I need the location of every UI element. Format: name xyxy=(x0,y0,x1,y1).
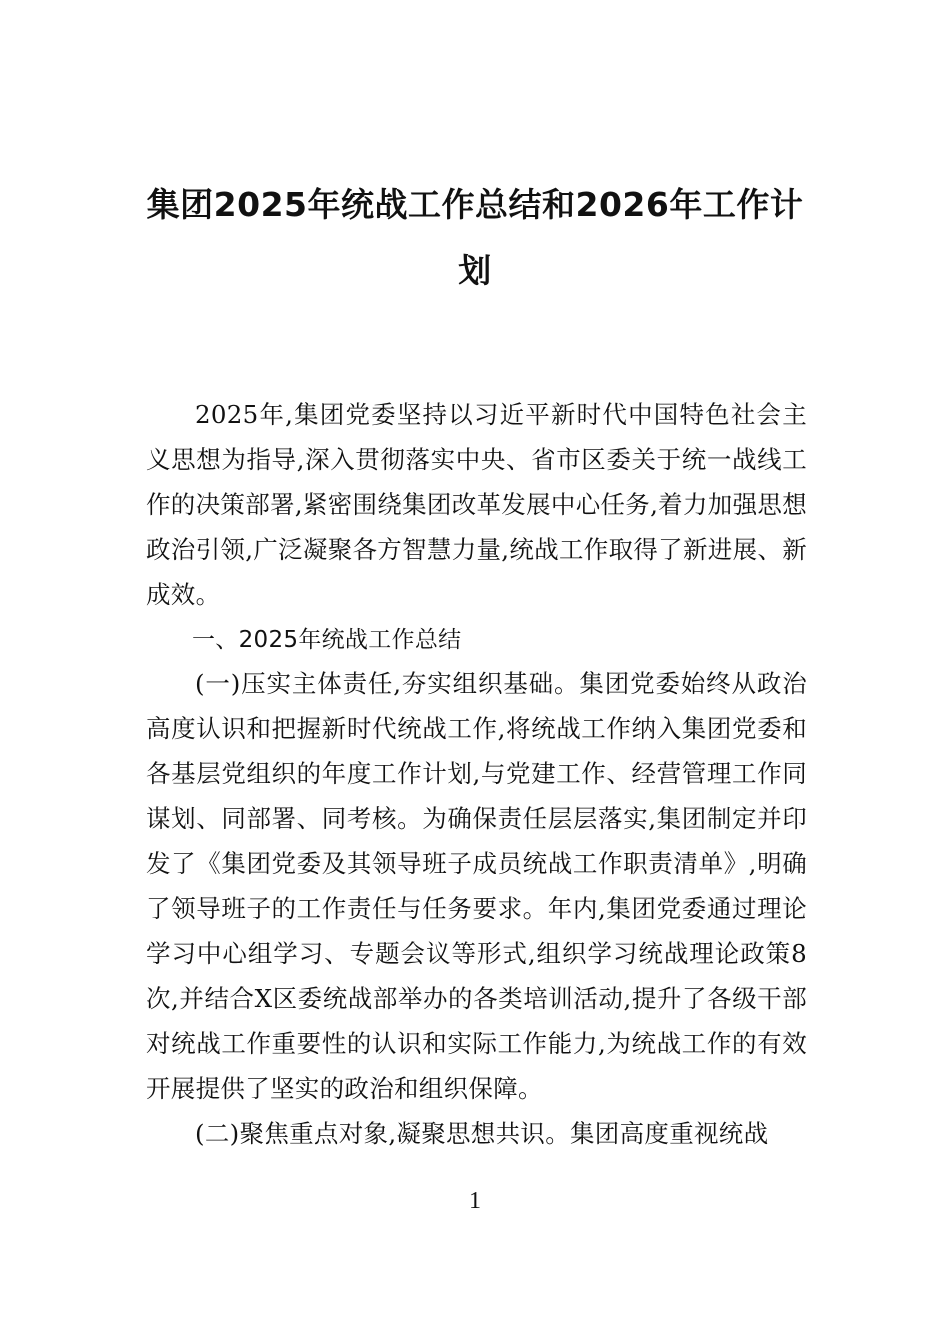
paragraph-key-targets: (二)聚焦重点对象,凝聚思想共识。集团高度重视统战 xyxy=(195,1118,769,1148)
section-heading-1: 一、2025年统战工作总结 xyxy=(192,626,462,653)
paragraph-intro: 2025年,集团党委坚持以习近平新时代中国特色社会主义思想为指导,深入贯彻落实中央、省市区委关于统一战线工作的决策部署,紧密围绕集团改革发展中心任务,着力加强思想政治引领,广泛凝聚各方智慧力量,统战工作取得了新进展、新成效。 xyxy=(146,400,807,609)
paragraph-responsibility: (一)压实主体责任,夯实组织基础。集团党委始终从政治高度认识和把握新时代统战工作,将统战工作纳入集团党委和各基层党组织的年度工作计划,与党建工作、经营管理工作同谋划、同部署、同考核。为确保责任层层落实,集团制定并印发了《集团党委及其领导班子成员统战工作职责清单》,明确了领导班子的工作责任与任务要求。年内,集团党委通过理论学习中心组学习、专题会议等形式,组织学习统战理论政策8次,并结合X区委统战部举办的各类培训活动,提升了各级干部对统战工作重要性的认识和实际工作能力,为统战工作的有效开展提供了坚实的政治和组织保障。 xyxy=(146,669,807,1103)
document-title: 集团2025年统战工作总结和2026年工作计划 xyxy=(146,185,804,290)
page-number: 1 xyxy=(469,1188,481,1214)
document-body xyxy=(146,393,807,1156)
